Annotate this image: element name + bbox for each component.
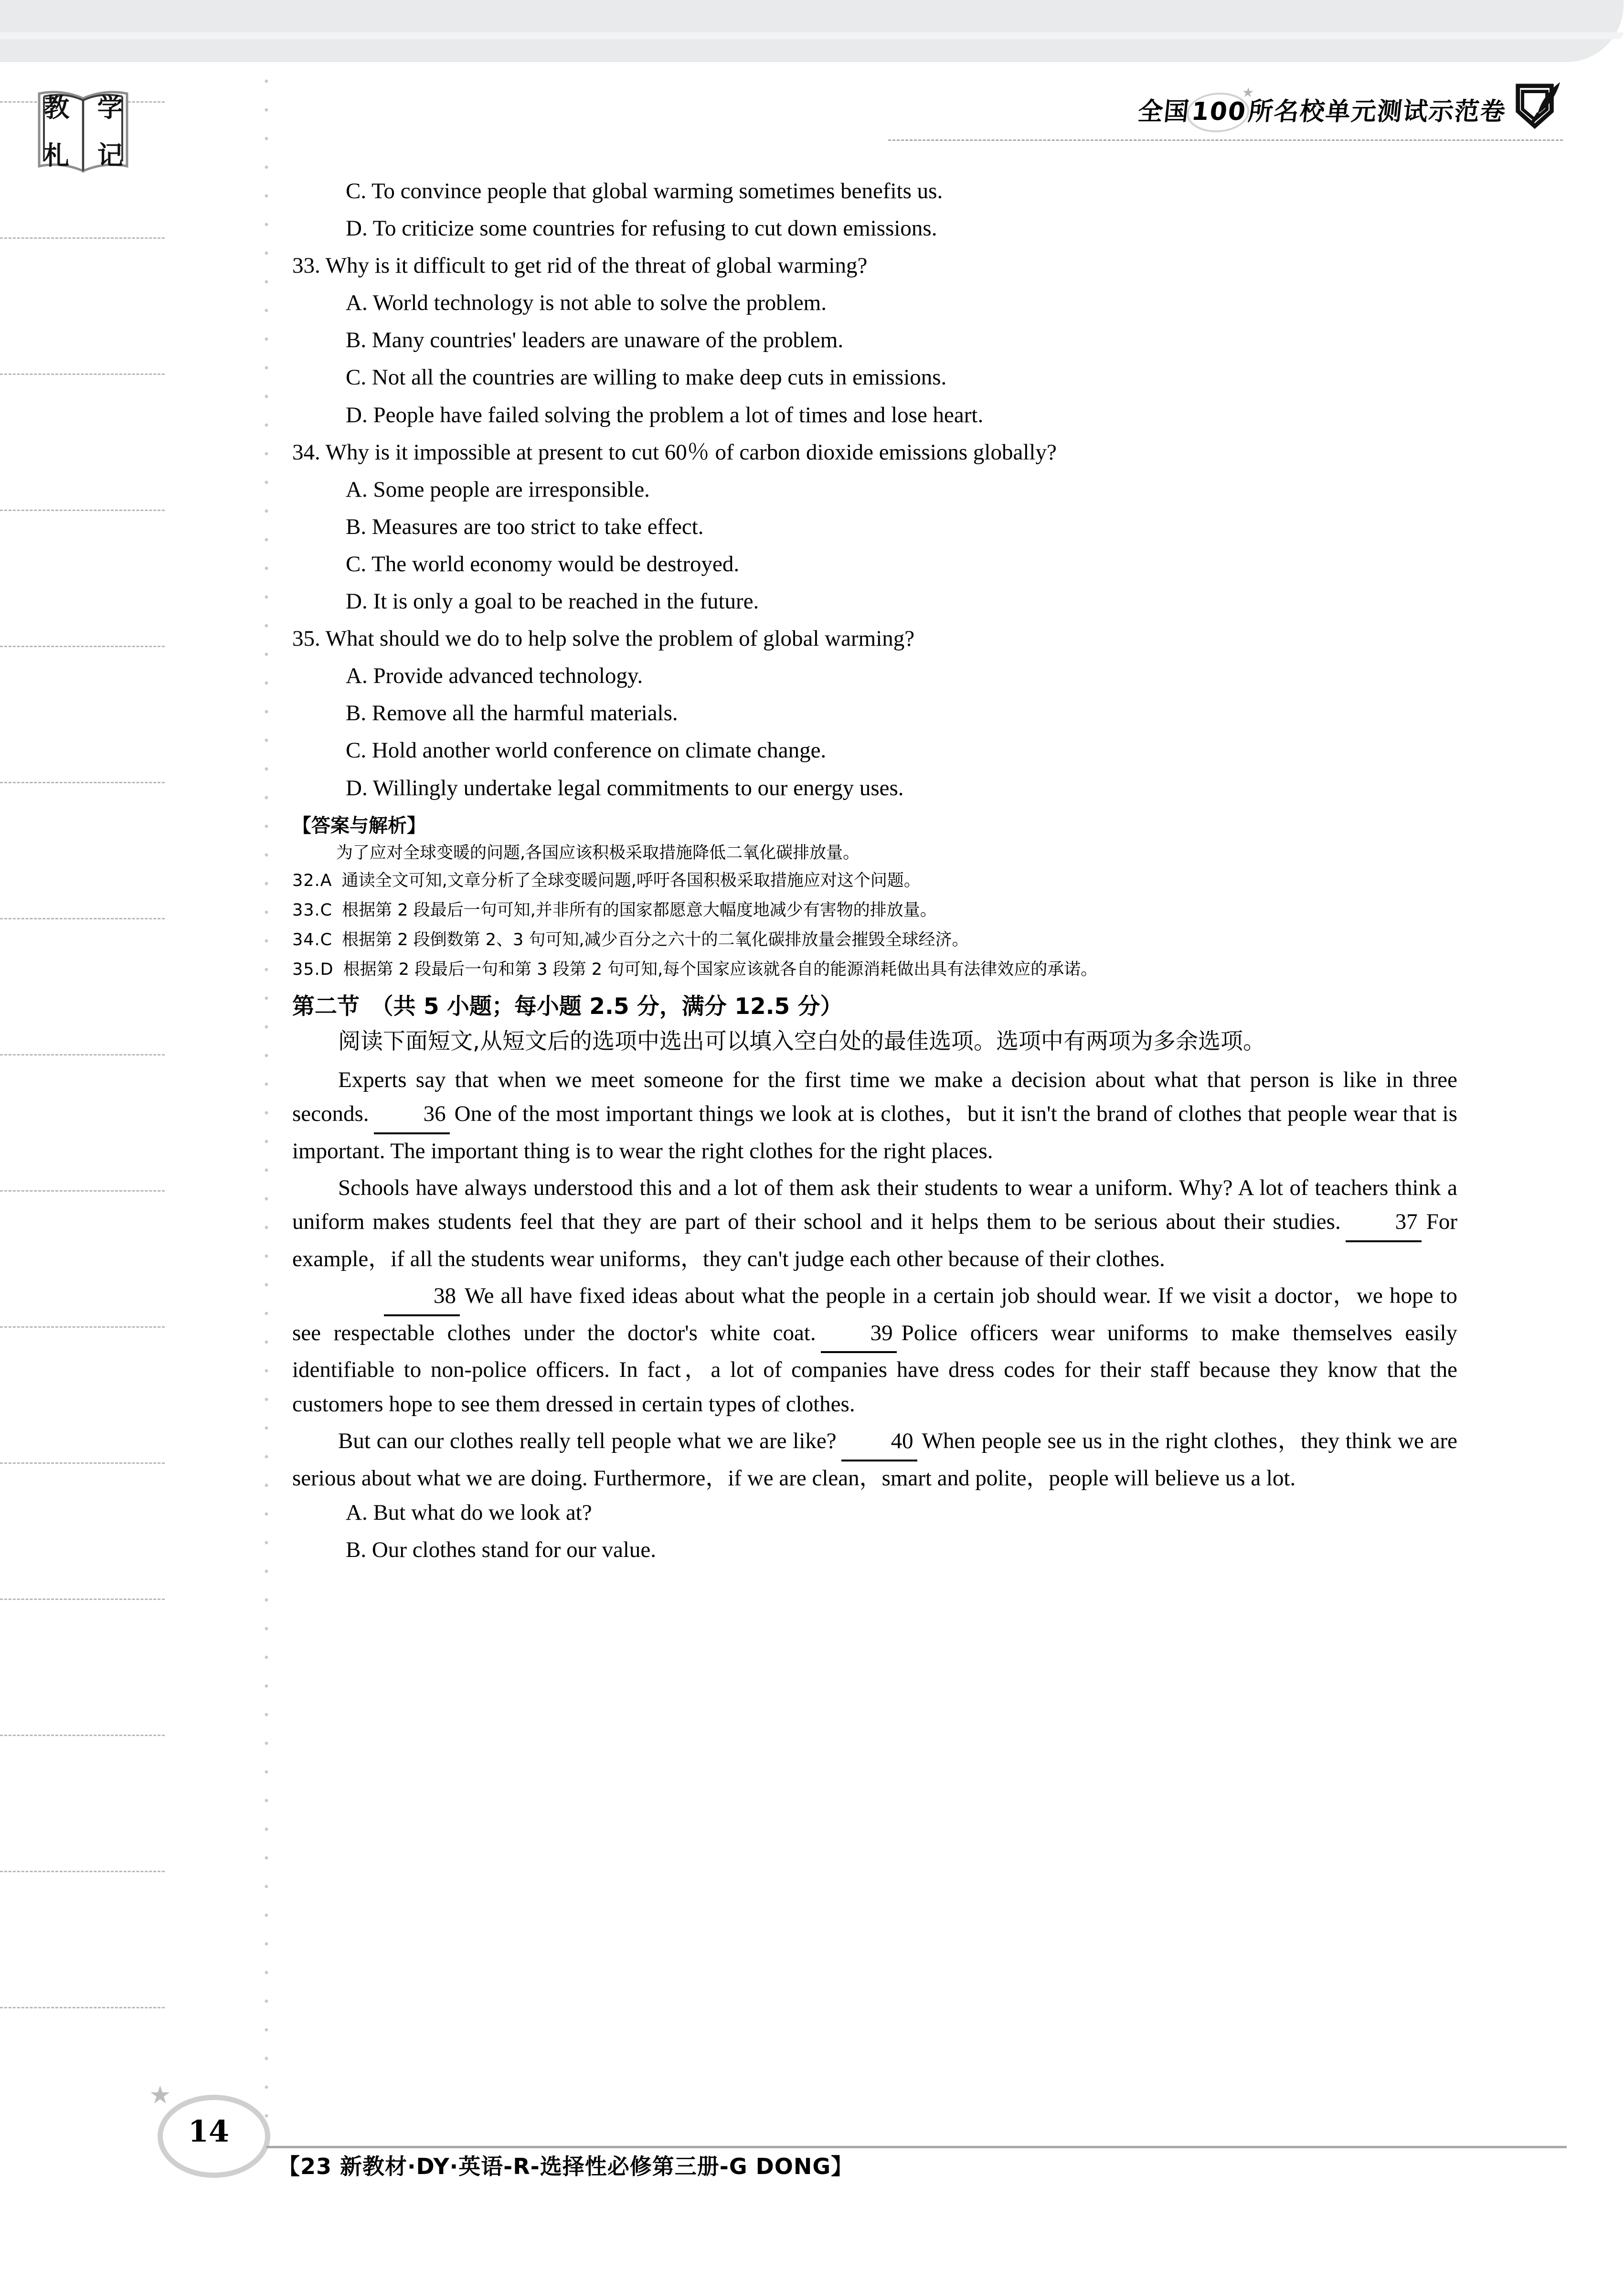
passage-paragraph-3 bbox=[292, 1279, 1457, 1421]
answers-summary: 为了应对全球变暖的问题,各国应该积极采取措施降低二氧化碳排放量。 bbox=[336, 843, 860, 863]
answer-explanation-row bbox=[292, 930, 1457, 950]
answer-explanation-text: 根据第 2 段最后一句可知,并非所有的国家都愿意大幅度地减少有害物的排放量。 bbox=[342, 900, 937, 920]
question-stem: 34. Why is it impossible at present to cut 60％ of carbon dioxide emissions globally? bbox=[292, 439, 1057, 465]
star-icon: ★ bbox=[149, 2082, 171, 2109]
question-option[interactable]: C. Not all the countries are willing to make deep cuts in emissions. bbox=[346, 365, 947, 390]
question-option[interactable]: C. The world economy would be destroyed. bbox=[346, 551, 740, 576]
question-option[interactable]: A. World technology is not able to solve the problem. bbox=[346, 290, 827, 316]
question-option[interactable]: D. It is only a goal to be reached in the future. bbox=[346, 589, 759, 614]
answer-key: 32.A bbox=[292, 871, 332, 890]
open-book-icon bbox=[30, 85, 137, 181]
logo-char-1: 教 bbox=[43, 93, 70, 123]
footer-code: 【23 新教材·DY·英语-R-选择性必修第三册-G DONG】 bbox=[278, 2154, 854, 2179]
answer-explanation-row bbox=[292, 900, 1457, 920]
masthead bbox=[1138, 80, 1563, 127]
answer-explanation-text: 通读全文可知,文章分析了全球变暖问题,呼吁各国积极采取措施应对这个问题。 bbox=[341, 871, 921, 890]
passage-p3-text-b: Police officers wear uniforms to make themselves easily identifiable to non-police officers. In fact，a lot of companies have dress codes for their staff because they know that the customers hope to see them dressed in certain types of clothes. bbox=[292, 1320, 1458, 1417]
blank-36[interactable]: 36 bbox=[374, 1097, 450, 1134]
masthead-suffix: 所名校单元测试示范卷 bbox=[1247, 97, 1508, 126]
answer-explanation-list bbox=[292, 871, 1457, 980]
section-heading: 第二节 （共 5 小题；每小题 2.5 分，满分 12.5 分） bbox=[292, 993, 843, 1020]
answers-heading: 【答案与解析】 bbox=[292, 814, 426, 837]
star-icon: ★ bbox=[1241, 85, 1256, 100]
passage-choice-option[interactable]: B. Our clothes stand for our value. bbox=[346, 1537, 657, 1563]
answer-key: 34.C bbox=[292, 930, 333, 949]
footer-divider bbox=[266, 2146, 1567, 2148]
logo-char-4: 记 bbox=[97, 140, 123, 171]
masthead-underline bbox=[888, 139, 1563, 141]
margin-dotted-divider bbox=[264, 67, 269, 2130]
masthead-hundred bbox=[1189, 85, 1256, 126]
answer-explanation-text: 根据第 2 段最后一句和第 3 段第 2 句可知,每个国家应该就各自的能源消耗做出具有法律效应的承诺。 bbox=[343, 960, 1098, 979]
quill-shield-icon bbox=[1511, 80, 1563, 130]
question-option[interactable]: B. Many countries' leaders are unaware of the problem. bbox=[346, 328, 844, 353]
page-footer bbox=[149, 2082, 1567, 2179]
choice-list bbox=[292, 1498, 1457, 1565]
content-column bbox=[292, 177, 1457, 1573]
passage-paragraph-4 bbox=[292, 1424, 1457, 1495]
blank-38[interactable]: 38 bbox=[384, 1279, 460, 1316]
page-top-grey-band bbox=[0, 0, 1624, 62]
passage-p2-text-a: Schools have always understood this and a lot of them ask their students to wear a uniform. Why? A lot of teachers think a uniform makes students feel that they are part of their school and it helps them to be serious about their studies. bbox=[292, 1175, 1457, 1235]
margin-note-area bbox=[0, 62, 267, 2154]
passage-p4-text-b: When people see us in the right clothes，they think we are serious about what we are doing. Furthermore，if we are clean，smart and polite，people will believe us a lot. bbox=[292, 1429, 1458, 1491]
question-option[interactable]: D. Willingly undertake legal commitments to our energy uses. bbox=[346, 775, 904, 800]
passage-paragraph-2 bbox=[292, 1171, 1457, 1276]
passage-p1-text-a: Experts say that when we meet someone for the first time we make a decision about what that person is like in three seconds. bbox=[292, 1067, 1457, 1127]
answer-explanation-row bbox=[292, 960, 1457, 980]
answer-key: 35.D bbox=[292, 960, 334, 979]
passage-p4-text-a: But can our clothes really tell people what we are like? bbox=[338, 1429, 837, 1454]
logo-char-2: 学 bbox=[97, 93, 123, 123]
question-option[interactable]: D. People have failed solving the problem a lot of times and lose heart. bbox=[346, 402, 984, 427]
passage-p2-text-b: For example，if all the students wear uniforms，they can't judge each other because of their clothes. bbox=[292, 1209, 1457, 1271]
question-stem: 33. Why is it difficult to get rid of the threat of global warming? bbox=[292, 253, 868, 278]
masthead-hundred-text: 100 bbox=[1190, 97, 1248, 126]
answer-explanation-text: 根据第 2 段倒数第 2、3 句可知,减少百分之六十的二氧化碳排放量会摧毁全球经济。 bbox=[342, 930, 969, 949]
section-instruction: 阅读下面短文,从短文后的选项中选出可以填入空白处的最佳选项。选项中有两项为多余选项。 bbox=[338, 1028, 1265, 1055]
page-number: 14 bbox=[188, 2113, 230, 2149]
passage-p1-text-b: One of the most important things we look at is clothes，but it isn't the brand of clothes that people wear that is important. The important thing is to wear the right clothes for the right places. bbox=[292, 1101, 1457, 1163]
question-option[interactable]: C. Hold another world conference on climate change. bbox=[346, 738, 827, 763]
answer-key: 33.C bbox=[292, 900, 333, 920]
question-option[interactable]: A. Some people are irresponsible. bbox=[346, 477, 650, 502]
question-stem: 35. What should we do to help solve the problem of global warming? bbox=[292, 626, 915, 651]
blank-37[interactable]: 37 bbox=[1346, 1205, 1422, 1242]
logo-char-3: 札 bbox=[43, 140, 70, 171]
masthead-title bbox=[1136, 85, 1508, 127]
passage-paragraph-1 bbox=[292, 1063, 1457, 1168]
blank-39[interactable]: 39 bbox=[821, 1316, 897, 1353]
question-list bbox=[292, 177, 1457, 803]
question-option[interactable]: C. To convince people that global warming sometimes benefits us. bbox=[346, 179, 943, 203]
question-option[interactable]: D. To criticize some countries for refusing to cut down emissions. bbox=[346, 216, 937, 241]
passage-p3-text-a: We all have fixed ideas about what the people in a certain job should wear. If we visit a doctor，we hope to see respectable clothes under the doctor's white coat. bbox=[292, 1283, 1457, 1345]
passage-choice-option[interactable]: A. But what do we look at? bbox=[346, 1500, 592, 1525]
page-top-grey-band-edge bbox=[0, 32, 1624, 39]
question-option[interactable]: A. Provide advanced technology. bbox=[346, 663, 643, 689]
question-option[interactable]: B. Measures are too strict to take effect. bbox=[346, 514, 704, 539]
blank-40[interactable]: 40 bbox=[841, 1424, 917, 1461]
answer-explanation-row bbox=[292, 871, 1457, 891]
question-option[interactable]: B. Remove all the harmful materials. bbox=[346, 701, 678, 726]
masthead-prefix: 全国 bbox=[1136, 97, 1192, 126]
